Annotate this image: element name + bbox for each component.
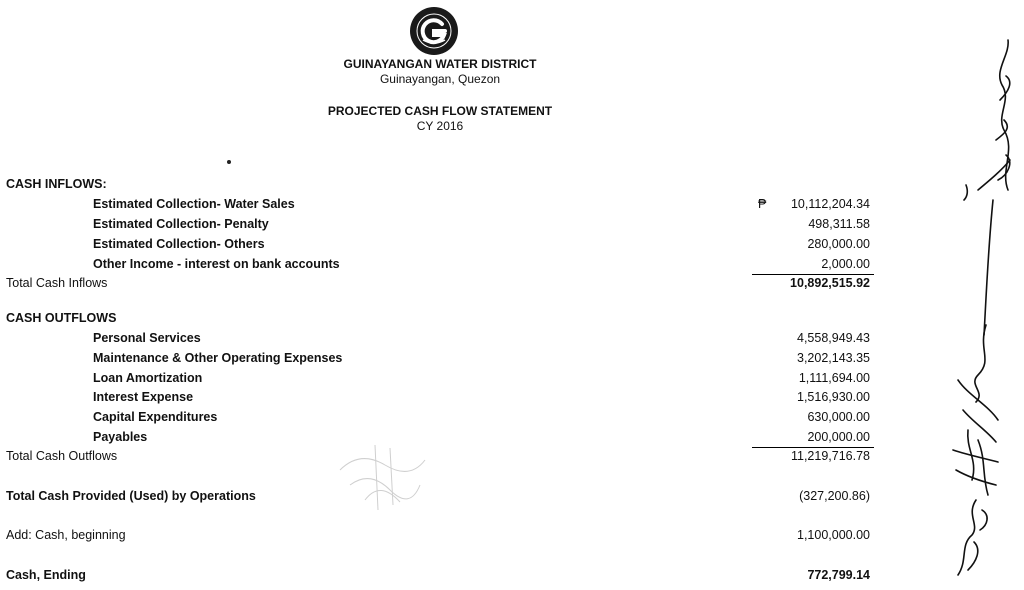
line-item-amount: 200,000.00 xyxy=(807,430,870,444)
line-item-label: Personal Services xyxy=(93,331,201,345)
operations-row xyxy=(0,487,880,505)
beginning-amount: 1,100,000.00 xyxy=(797,528,870,542)
line-item-label: Maintenance & Other Operating Expenses xyxy=(93,351,343,365)
total-inflows-label: Total Cash Inflows xyxy=(6,276,108,290)
paper-smudge xyxy=(330,440,430,515)
line-item-label: Estimated Collection- Penalty xyxy=(93,217,269,231)
line-item-label: Capital Expenditures xyxy=(93,410,218,424)
org-location: Guinayangan, Quezon xyxy=(379,72,501,86)
table-row xyxy=(0,255,880,273)
total-row xyxy=(0,447,880,465)
line-item-label: Estimated Collection- Water Sales xyxy=(93,197,295,211)
line-item-label: Other Income - interest on bank accounts xyxy=(93,257,340,271)
operations-label: Total Cash Provided (Used) by Operations xyxy=(6,489,256,503)
total-inflows-amount: 10,892,515.92 xyxy=(790,276,870,290)
line-item-amount: 630,000.00 xyxy=(807,410,870,424)
line-item-amount: 3,202,143.35 xyxy=(797,351,870,365)
table-row xyxy=(0,349,880,367)
handwritten-signatures xyxy=(938,30,1024,585)
org-name: GUINAYANGAN WATER DISTRICT xyxy=(343,57,537,71)
outflows-heading: CASH OUTFLOWS xyxy=(6,311,117,325)
water-district-logo xyxy=(409,6,459,56)
line-item-label: Payables xyxy=(93,430,148,444)
inflows-heading: CASH INFLOWS: xyxy=(6,177,107,191)
line-item-amount: 1,111,694.00 xyxy=(798,371,870,385)
table-row xyxy=(0,215,880,233)
ending-amount: 772,799.14 xyxy=(807,568,870,582)
table-row xyxy=(0,428,880,446)
table-row xyxy=(0,329,880,347)
outflows-heading-row xyxy=(0,309,880,327)
total-outflows-label: Total Cash Outflows xyxy=(6,449,118,463)
total-row xyxy=(0,274,880,292)
table-row xyxy=(0,388,880,406)
inflows-heading-row xyxy=(0,175,880,193)
table-row xyxy=(0,195,880,213)
table-row xyxy=(0,369,880,387)
line-item-label: Estimated Collection- Others xyxy=(93,237,265,251)
line-item-amount: 498,311.58 xyxy=(808,217,870,231)
statement-title: PROJECTED CASH FLOW STATEMENT xyxy=(327,104,553,118)
operations-amount: (327,200.86) xyxy=(799,489,870,503)
ending-row xyxy=(0,566,880,584)
ending-label: Cash, Ending xyxy=(6,568,86,582)
line-item-amount: 1,516,930.00 xyxy=(797,390,870,404)
stray-mark xyxy=(227,160,231,164)
beginning-row xyxy=(0,526,880,544)
table-row xyxy=(0,235,880,253)
line-item-amount: 10,112,204.34 xyxy=(790,197,870,211)
line-item-amount: 280,000.00 xyxy=(807,237,870,251)
line-item-label: Interest Expense xyxy=(93,390,194,404)
table-row xyxy=(0,408,880,426)
line-item-label: Loan Amortization xyxy=(93,371,203,385)
currency-symbol: ₱ xyxy=(758,197,767,211)
statement-period: CY 2016 xyxy=(416,119,464,133)
beginning-label: Add: Cash, beginning xyxy=(6,528,126,542)
total-outflows-amount: 11,219,716.78 xyxy=(790,449,870,463)
line-item-amount: 2,000.00 xyxy=(821,257,870,271)
line-item-amount: 4,558,949.43 xyxy=(797,331,870,345)
